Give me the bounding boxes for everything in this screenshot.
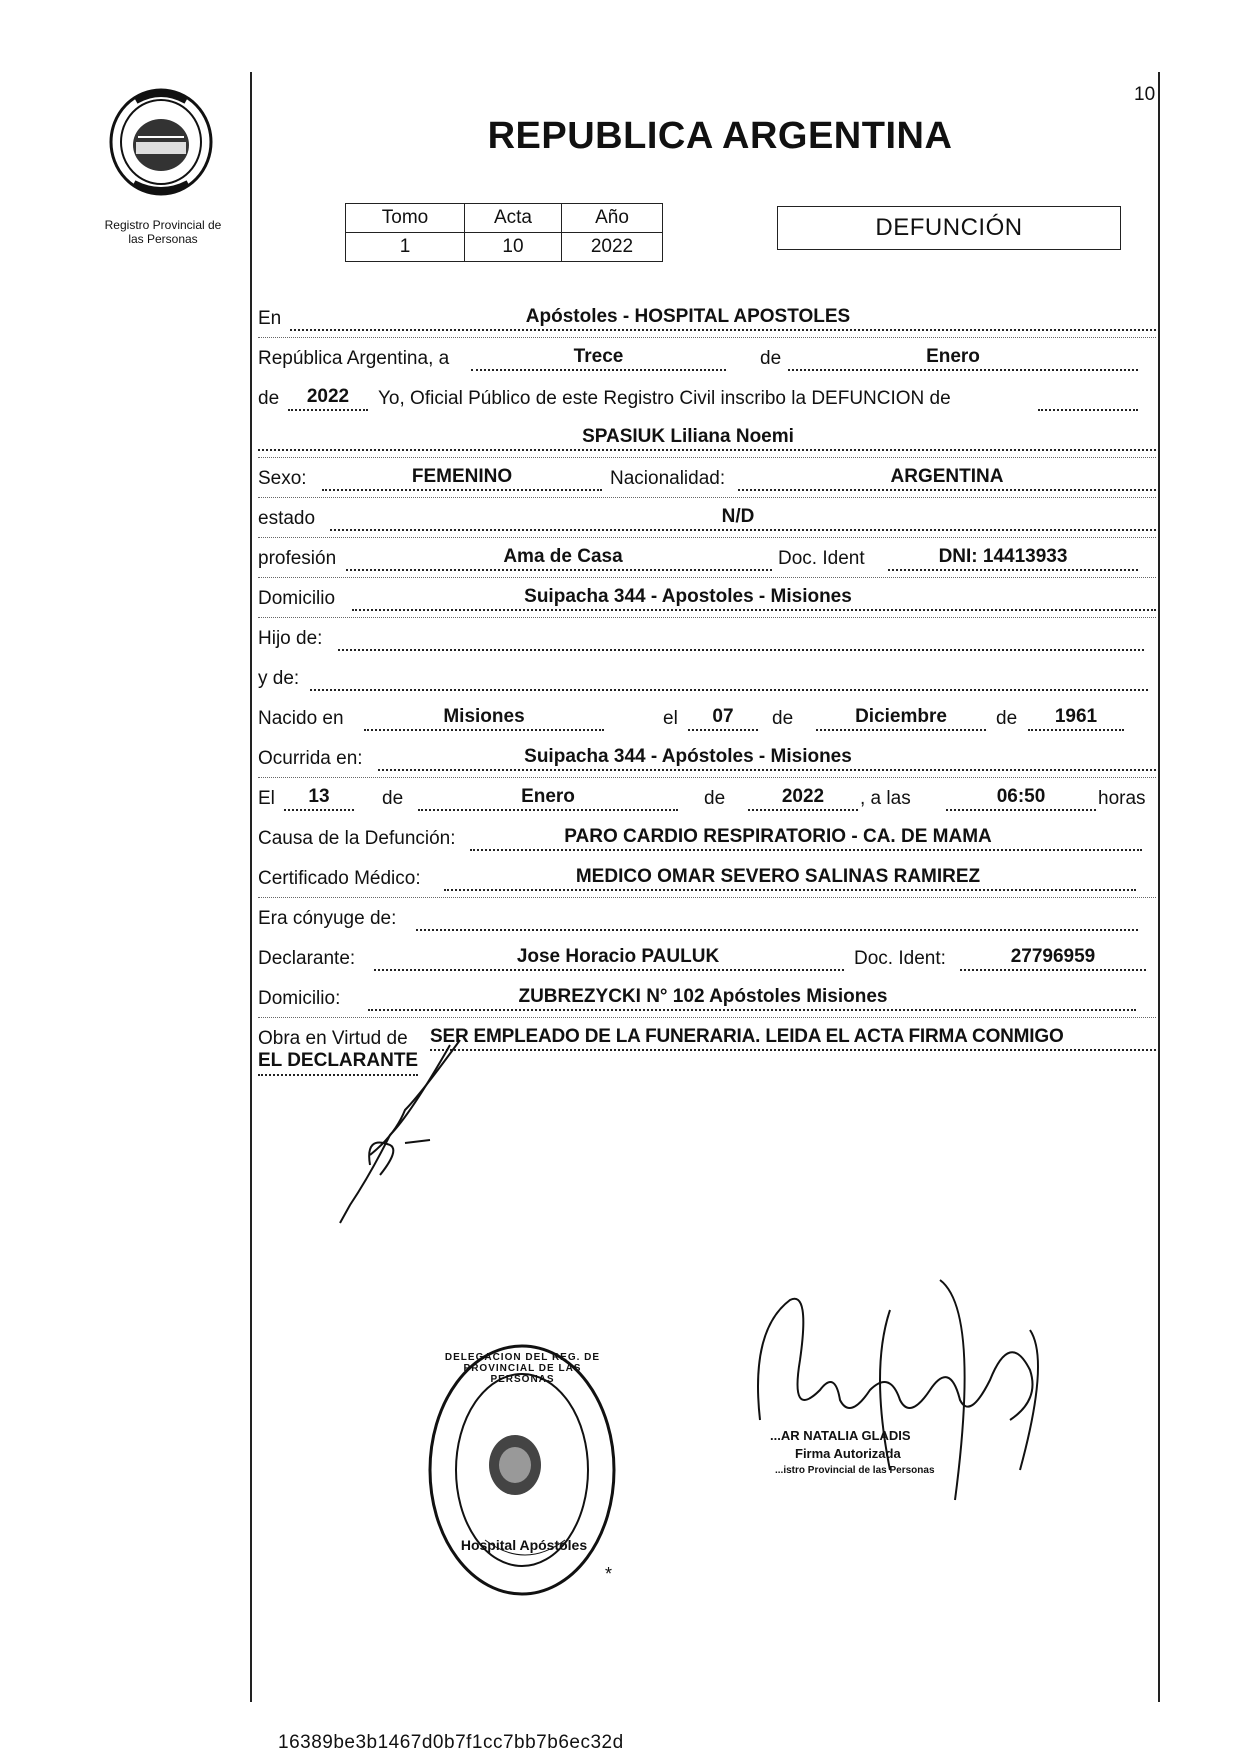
hora-value: 06:50 — [996, 786, 1046, 807]
row-en — [258, 298, 1156, 338]
declarant-signature — [310, 1035, 490, 1225]
dotted-line — [346, 569, 772, 571]
el-label: el — [663, 708, 678, 729]
signatory-role: Firma Autorizada — [795, 1446, 901, 1461]
document-hash: 16389be3b1467d0b7f1cc7bb7b6ec32d — [278, 1732, 624, 1753]
svg-text:*: * — [605, 1564, 613, 1584]
stamp-ring-text: DELEGACION DEL REG. DE PROVINCIAL DE LAS PERSONAS — [444, 1352, 601, 1385]
right-margin-rule — [1158, 72, 1160, 1702]
mes-value: Enero — [926, 346, 980, 367]
dotted-line — [338, 649, 1144, 651]
sexo-label: Sexo: — [258, 468, 307, 489]
row-nombre — [258, 418, 1156, 458]
dotted-line — [288, 409, 368, 411]
causa-label: Causa de la Defunción: — [258, 828, 456, 849]
dotted-line — [1028, 729, 1124, 731]
doc-label: Doc. Ident — [778, 548, 865, 569]
nacionalidad-label: Nacionalidad: — [610, 468, 726, 489]
nombre-value: SPASIUK Liliana Noemi — [582, 426, 794, 447]
domicilio2-value: ZUBREZYCKI N° 102 Apóstoles Misiones — [518, 986, 888, 1007]
estado-value: N/D — [721, 506, 755, 527]
hijo-label: Hijo de: — [258, 628, 323, 649]
nacido-lugar-value: Misiones — [443, 706, 525, 727]
dotted-line — [258, 449, 1156, 451]
dotted-line — [470, 849, 1142, 851]
dotted-line — [960, 969, 1146, 971]
dotted-line — [418, 809, 678, 811]
def-mes-value: Enero — [521, 786, 575, 807]
doc2-label: Doc. Ident: — [854, 948, 946, 969]
anio-value: 2022 — [562, 233, 663, 262]
dotted-line — [688, 729, 758, 731]
alas-label: , a las — [860, 788, 911, 809]
row-declarante — [258, 938, 1156, 978]
dotted-line — [888, 569, 1138, 571]
dotted-line — [284, 809, 354, 811]
issuing-office-line2: las Personas — [128, 232, 198, 246]
row-domicilio-declarante — [258, 978, 1156, 1018]
dotted-line — [816, 729, 986, 731]
signatory-office: ...istro Provincial de las Personas — [775, 1465, 935, 1476]
row-hijo-de — [258, 618, 1156, 658]
obra-line1-value: SER EMPLEADO DE LA FUNERARIA. LEIDA EL ACTA FIRMA CONMIGO — [430, 1026, 1064, 1047]
dotted-line — [378, 769, 1156, 771]
declarante-label: Declarante: — [258, 948, 356, 969]
estado-label: estado — [258, 508, 316, 529]
dotted-line — [748, 809, 858, 811]
el2-label: El — [258, 788, 275, 809]
de2-label: de — [258, 388, 280, 409]
row-y-de — [258, 658, 1156, 698]
dotted-line — [352, 609, 1156, 611]
certificado-value: MEDICO OMAR SEVERO SALINAS RAMIREZ — [575, 866, 981, 887]
doc2-value: 27796959 — [1010, 946, 1096, 967]
republica-label: República Argentina, a — [258, 348, 450, 369]
document-title: REPUBLICA ARGENTINA — [487, 115, 953, 157]
ocurrida-label: Ocurrida en: — [258, 748, 363, 769]
dotted-line — [444, 889, 1136, 891]
record-type-box: DEFUNCIÓN — [777, 206, 1121, 250]
tomo-value: 1 — [346, 233, 465, 262]
acta-label: Acta — [465, 204, 562, 233]
tomo-label: Tomo — [346, 204, 465, 233]
stamp-center-text: Hospital Apóstoles — [460, 1537, 588, 1553]
dotted-line — [471, 369, 726, 371]
nacionalidad-value: ARGENTINA — [890, 466, 1004, 487]
dotted-line — [364, 729, 604, 731]
en-value: Apóstoles - HOSPITAL APOSTOLES — [525, 306, 851, 327]
domicilio-value: Suipacha 344 - Apostoles - Misiones — [524, 586, 852, 607]
row-nacido — [258, 698, 1156, 738]
row-certificado — [258, 858, 1156, 898]
def-dia-value: 13 — [308, 786, 330, 807]
domicilio2-label: Domicilio: — [258, 988, 341, 1009]
def-de2-label: de — [704, 788, 726, 809]
signatory-name: ...AR NATALIA GLADIS — [770, 1428, 911, 1443]
def-anio-value: 2022 — [781, 786, 825, 807]
nacido-label: Nacido en — [258, 708, 344, 729]
doc-value: DNI: 14413933 — [938, 546, 1068, 567]
dotted-line — [738, 489, 1156, 491]
nac-anio-value: 1961 — [1054, 706, 1098, 727]
dotted-line — [310, 689, 1148, 691]
nac-mes-value: Diciembre — [855, 706, 947, 727]
causa-value: PARO CARDIO RESPIRATORIO - CA. DE MAMA — [564, 826, 992, 847]
nac-de2-label: de — [996, 708, 1018, 729]
dotted-line — [416, 929, 1138, 931]
anio-inscripcion-value: 2022 — [306, 386, 350, 407]
dotted-line — [788, 369, 1138, 371]
dotted-line — [290, 329, 1156, 331]
row-estado — [258, 498, 1156, 538]
tomo-acta-anio-table — [345, 203, 663, 262]
provincial-seal-logo — [106, 87, 216, 197]
dotted-line — [430, 1049, 1156, 1051]
dia-texto-value: Trece — [573, 346, 624, 367]
obra-label: Obra en Virtud de — [258, 1028, 408, 1049]
yde-label: y de: — [258, 668, 300, 689]
profesion-label: profesión — [258, 548, 337, 569]
dotted-line — [946, 809, 1096, 811]
row-fecha — [258, 338, 1156, 378]
row-inscribo — [258, 378, 1156, 418]
row-causa — [258, 818, 1156, 858]
obra-line2-value: EL DECLARANTE — [258, 1050, 419, 1071]
oficial-text: Yo, Oficial Público de este Registro Civil inscribo la DEFUNCION de — [378, 388, 951, 409]
issuing-office-line1: Registro Provincial de — [104, 218, 222, 232]
page-number: 10 — [1134, 84, 1156, 105]
dotted-line — [374, 969, 844, 971]
domicilio-label: Domicilio — [258, 588, 336, 609]
row-conyuge — [258, 898, 1156, 938]
en-label: En — [258, 308, 282, 329]
ocurrida-value: Suipacha 344 - Apóstoles - Misiones — [524, 746, 852, 767]
left-margin-rule — [250, 72, 252, 1702]
anio-label: Año — [562, 204, 663, 233]
row-ocurrida — [258, 738, 1156, 778]
dotted-line — [322, 489, 602, 491]
nac-dia-value: 07 — [712, 706, 734, 727]
dotted-line — [330, 529, 1156, 531]
row-domicilio — [258, 578, 1156, 618]
row-sexo — [258, 458, 1156, 498]
nac-de1-label: de — [772, 708, 794, 729]
horas-label: horas — [1098, 788, 1146, 809]
acta-value: 10 — [465, 233, 562, 262]
issuing-office — [78, 218, 248, 246]
row-fecha-defuncion — [258, 778, 1156, 818]
row-profesion — [258, 538, 1156, 578]
sexo-value: FEMENINO — [411, 466, 513, 487]
certificado-label: Certificado Médico: — [258, 868, 421, 889]
profesion-value: Ama de Casa — [503, 546, 623, 567]
declarante-value: Jose Horacio PAULUK — [516, 946, 720, 967]
def-de1-label: de — [382, 788, 404, 809]
de-label: de — [760, 348, 782, 369]
conyuge-label: Era cónyuge de: — [258, 908, 397, 929]
dotted-line — [368, 1009, 1136, 1011]
dotted-line — [1038, 409, 1138, 411]
